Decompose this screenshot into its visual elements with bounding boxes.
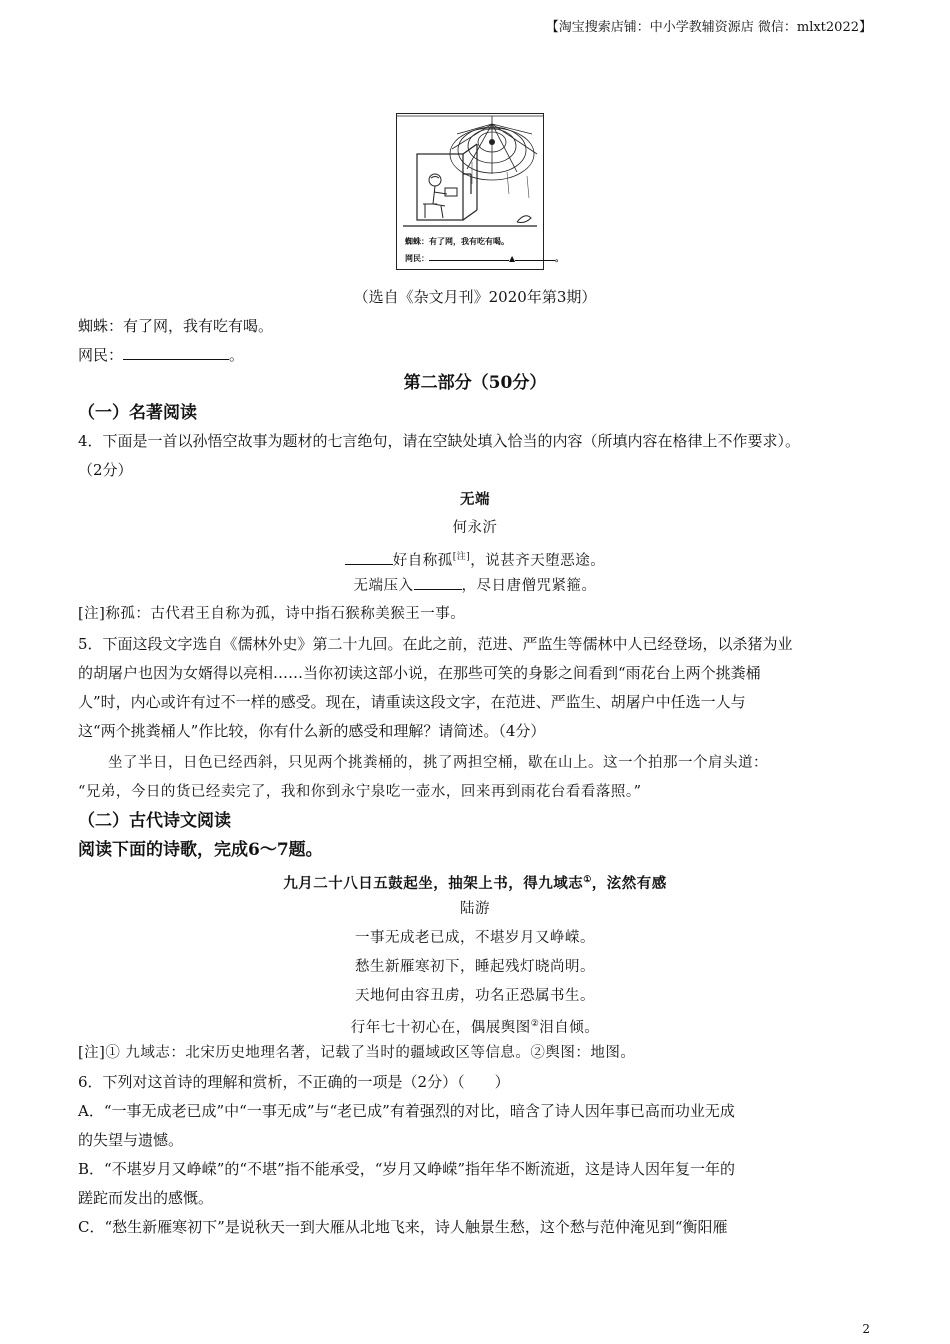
q5-line3: 人”时，内心或许有过不一样的感受。现在，请重读这段文字，在范进、严监生、胡屠户中任选一人与 — [78, 693, 746, 711]
poem1-line1: 好自称孤[注]，说甚齐天堕恶途。 — [78, 546, 872, 572]
q5-passage-line1: 坐了半日，日色已经西斜，只见两个挑粪桶的，挑了两担空桶，歇在山上。这一个拍那一个肩头道： — [108, 755, 768, 771]
netizen-line: 网民： 。 — [78, 346, 245, 364]
poem2-line4: 行年七十初心在，偶展舆图②泪自倾。 — [350, 1019, 600, 1036]
option-a-line1: A．“一事无成老已成”中“一事无成”与“老已成”有着强烈的对比，暗含了诗人因年事已高而功业无成 — [78, 1102, 735, 1120]
section2-title: （二）古代诗文阅读 — [78, 811, 231, 831]
poem2-line1: 一事无成老已成，不堪岁月又峥嵘。 — [355, 930, 595, 946]
poem1-author: 何永沂 — [452, 520, 498, 536]
part2-title: 第二部分（50分） — [403, 373, 547, 393]
q4-line2: （2分） — [78, 461, 133, 479]
q5-line4: 这“两个挑粪桶人”作比较，你有什么新的感受和理解？请简述。（4分） — [78, 722, 546, 740]
netizen-answer-blank[interactable] — [123, 347, 229, 360]
q5-line1: 5．下面这段文字选自《儒林外史》第二十九回。在此之前，范进、严监生等儒林中人已经登场，以杀猪为业 — [78, 635, 793, 653]
cartoon-blank-right — [515, 252, 555, 261]
spider-line: 蜘蛛：有了网，我有吃有喝。 — [78, 317, 274, 335]
poem2-title: 九月二十八日五鼓起坐，抽架上书，得九域志①，泫然有感 — [283, 874, 667, 892]
cartoon-blank-left — [429, 252, 509, 261]
cartoon-caption-netizen: 网民： ▲ 。 — [405, 253, 564, 263]
section2-instruction: 阅读下面的诗歌，完成6～7题。 — [78, 840, 323, 860]
poem2-author: 陆游 — [460, 901, 490, 917]
option-a-line2: 的失望与遗憾。 — [78, 1131, 184, 1149]
cartoon-illustration — [396, 113, 564, 270]
poem2-line3: 天地何由容丑虏，功名正恐属书生。 — [355, 988, 595, 1004]
poem2-line2: 愁生新雁寒初下，睡起残灯晓尚明。 — [355, 959, 595, 975]
option-b-line2: 蹉跎而发出的感慨。 — [78, 1189, 214, 1207]
poem1-line2: 无端压入 ，尽日唐僧咒紧箍。 — [353, 578, 597, 594]
q5-line2: 的胡屠户也因为女婿得以亮相……当你初读这部小说，在那些可笑的身影之间看到“雨花台上两个挑粪桶 — [78, 664, 761, 682]
poem2-note: [注]① 九域志：北宋历史地理名著，记载了当时的疆域政区等信息。②舆图：地图。 — [78, 1045, 636, 1061]
poem1-note: [注]称孤：古代君王自称为孤，诗中指石猴称美猴王一事。 — [78, 606, 466, 622]
option-c-line1: C．“愁生新雁寒初下”是说秋天一到大雁从北地飞来，诗人触景生愁，这个愁与范仲淹见到“衡阳雁 — [78, 1218, 728, 1236]
poem1-title: 无端 — [460, 491, 490, 508]
section1-title: （一）名著阅读 — [78, 403, 197, 423]
header-note: 【淘宝搜索店铺：中小学教辅资源店 微信：mlxt2022】 — [545, 20, 872, 35]
poem1-blank1[interactable] — [345, 552, 393, 565]
q6-stem: 6．下列对这首诗的理解和赏析，不正确的一项是（2分）（ ） — [78, 1073, 510, 1091]
cartoon-source: （选自《杂文月刊》2020年第3期） — [353, 288, 597, 306]
cartoon-caption-spider: 蜘蛛：有了网，我有吃有喝。 — [405, 236, 509, 246]
q5-passage-line2: “兄弟，今日的货已经卖完了，我和你到永宁泉吃一壶水，回来再到雨花台看看落照。” — [78, 784, 642, 800]
poem1-blank2[interactable] — [414, 577, 462, 590]
option-b-line1: B．“不堪岁月又峥嵘”的“不堪”指不能承受，“岁月又峥嵘”指年华不断流逝，这是诗人因年复一年的 — [78, 1160, 736, 1178]
q4-line1: 4．下面是一首以孙悟空故事为题材的七言绝句，请在空缺处填入恰当的内容（所填内容在格律上不作要求）。 — [78, 432, 801, 450]
page-number: 2 — [862, 1322, 870, 1336]
